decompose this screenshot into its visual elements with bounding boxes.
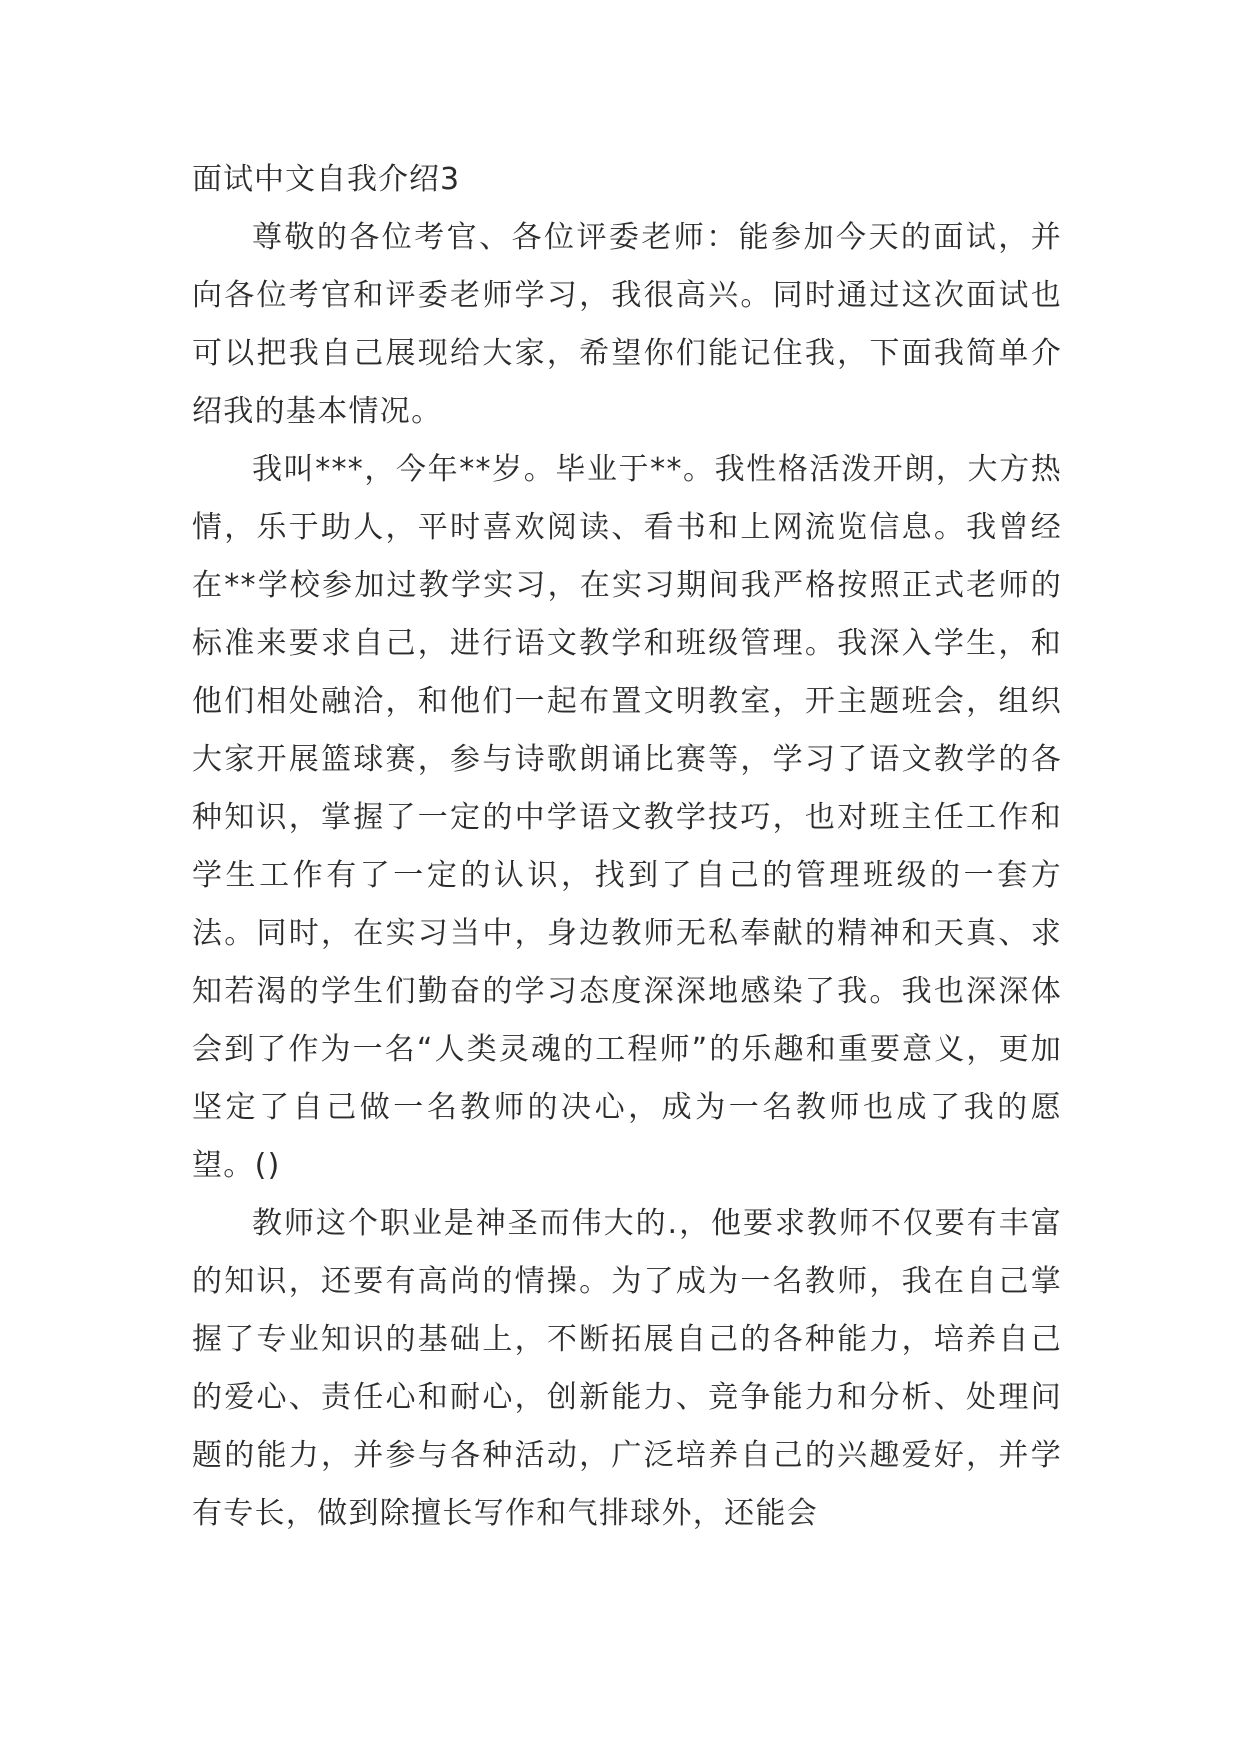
document-body: [192, 151, 1062, 1543]
paragraph-greeting: 尊敬的各位考官、各位评委老师：能参加今天的面试，并向各位考官和评委老师学习，我很高兴。同时通过这次面试也可以把我自己展现给大家，希望你们能记住我，下面我简单介绍我的基本情况。: [192, 220, 1062, 429]
paragraph-background: 我叫***，今年**岁。毕业于**。我性格活泼开朗，大方热情，乐于助人，平时喜欢阅读、看书和上网流览信息。我曾经在**学校参加过教学实习，在实习期间我严格按照正式老师的标准来要求自己，进行语文教学和班级管理。我深入学生，和他们相处融洽，和他们一起布置文明教室，开主题班会，组织大家开展篮球赛，参与诗歌朗诵比赛等，学习了语文教学的各种知识，掌握了一定的中学语文教学技巧，也对班主任工作和学生工作有了一定的认识，找到了自己的管理班级的一套方法。同时，在实习当中，身边教师无私奉献的精神和天真、求知若渴的学生们勤奋的学习态度深深地感染了我。我也深深体会到了作为一名“人类灵魂的工程师”的乐趣和重要意义，更加坚定了自己做一名教师的决心，成为一名教师也成了我的愿望。(): [192, 452, 1062, 1183]
document-title: 面试中文自我介绍3: [192, 162, 461, 197]
paragraph-teaching-career: 教师这个职业是神圣而伟大的.，他要求教师不仅要有丰富的知识，还要有高尚的情操。为了成为一名教师，我在自己掌握了专业知识的基础上，不断拓展自己的各种能力，培养自己的爱心、责任心和耐心，创新能力、竞争能力和分析、处理问题的能力，并参与各种活动，广泛培养自己的兴趣爱好，并学有专长，做到除擅长写作和气排球外，还能会: [192, 1206, 1062, 1531]
